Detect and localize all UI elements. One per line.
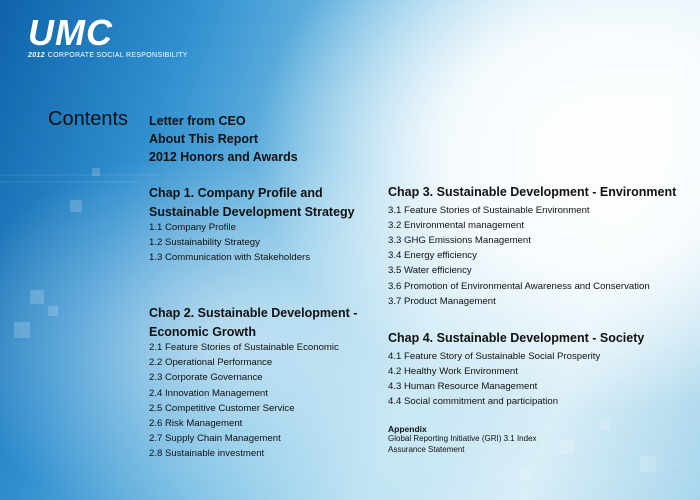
list-item[interactable]: 3.6 Promotion of Environmental Awareness and Conservation	[388, 280, 650, 292]
list-item[interactable]: 3.2 Environmental management	[388, 219, 524, 231]
logo-subtitle	[28, 52, 188, 59]
chapter-1-section	[149, 184, 355, 266]
logo-subtitle-text: CORPORATE SOCIAL RESPONSIBILITY	[47, 52, 188, 59]
list-item[interactable]: 3.5 Water efficiency	[388, 265, 472, 277]
list-item[interactable]: 1.2 Sustainability Strategy	[149, 237, 260, 249]
appendix-item-assurance-statement[interactable]: Assurance Statement	[388, 444, 465, 454]
link-honors-and-awards[interactable]: 2012 Honors and Awards	[149, 150, 298, 164]
chapter-1-title-line1: Chap 1. Company Profile and	[149, 186, 323, 200]
contents-title: Contents	[48, 108, 129, 130]
link-letter-from-ceo[interactable]: Letter from CEO	[149, 114, 246, 128]
link-about-this-report[interactable]: About This Report	[149, 132, 259, 146]
logo-year: 2012	[28, 52, 45, 59]
list-item[interactable]: 2.5 Competitive Customer Service	[149, 402, 295, 414]
chapter-1-title-line2: Sustainable Development Strategy	[149, 204, 355, 219]
list-item[interactable]: 3.4 Energy efficiency	[388, 250, 477, 262]
chapter-2-title[interactable]	[149, 304, 357, 341]
chapter-2-title-line2: Economic Growth	[149, 324, 256, 339]
list-item[interactable]: 2.1 Feature Stories of Sustainable Economic	[149, 342, 339, 353]
list-item[interactable]: 3.7 Product Management	[388, 295, 496, 307]
chapter-4-title[interactable]: Chap 4. Sustainable Development - Society	[388, 331, 645, 345]
list-item[interactable]: 2.7 Supply Chain Management	[149, 433, 281, 445]
list-item[interactable]: 2.2 Operational Performance	[149, 357, 273, 369]
logo-wordmark: UMC	[28, 12, 113, 53]
chapter-2-title-line1: Chap 2. Sustainable Development -	[149, 306, 358, 320]
list-item[interactable]: 2.4 Innovation Management	[149, 387, 268, 399]
top-links	[149, 112, 298, 166]
list-item[interactable]: 4.1 Feature Story of Sustainable Social Prosperity	[388, 350, 601, 362]
chapter-1-title[interactable]	[149, 184, 355, 221]
list-item[interactable]: 3.1 Feature Stories of Sustainable Environment	[388, 204, 590, 216]
chapter-3-section	[388, 183, 676, 309]
appendix-section	[388, 424, 537, 455]
list-item[interactable]: 3.3 GHG Emissions Management	[388, 234, 531, 246]
appendix-item-gri-index[interactable]: Global Reporting Initiative (GRI) 3.1 Index	[388, 434, 537, 443]
list-item[interactable]: 4.2 Healthy Work Environment	[388, 365, 518, 377]
list-item[interactable]: 2.3 Corporate Governance	[149, 372, 263, 384]
list-item[interactable]: 2.8 Sustainable investment	[149, 448, 265, 460]
chapter-3-title[interactable]: Chap 3. Sustainable Development - Environment	[388, 185, 677, 199]
umc-logo	[28, 12, 188, 59]
appendix-title[interactable]: Appendix	[388, 424, 427, 434]
chapter-2-section	[149, 304, 357, 462]
list-item[interactable]: 1.1 Company Profile	[149, 222, 236, 233]
list-item[interactable]: 2.6 Risk Management	[149, 418, 243, 430]
list-item[interactable]: 1.3 Communication with Stakeholders	[149, 252, 311, 264]
chapter-4-section	[388, 329, 644, 409]
list-item[interactable]: 4.4 Social commitment and participation	[388, 396, 559, 408]
list-item[interactable]: 4.3 Human Resource Management	[388, 380, 538, 392]
